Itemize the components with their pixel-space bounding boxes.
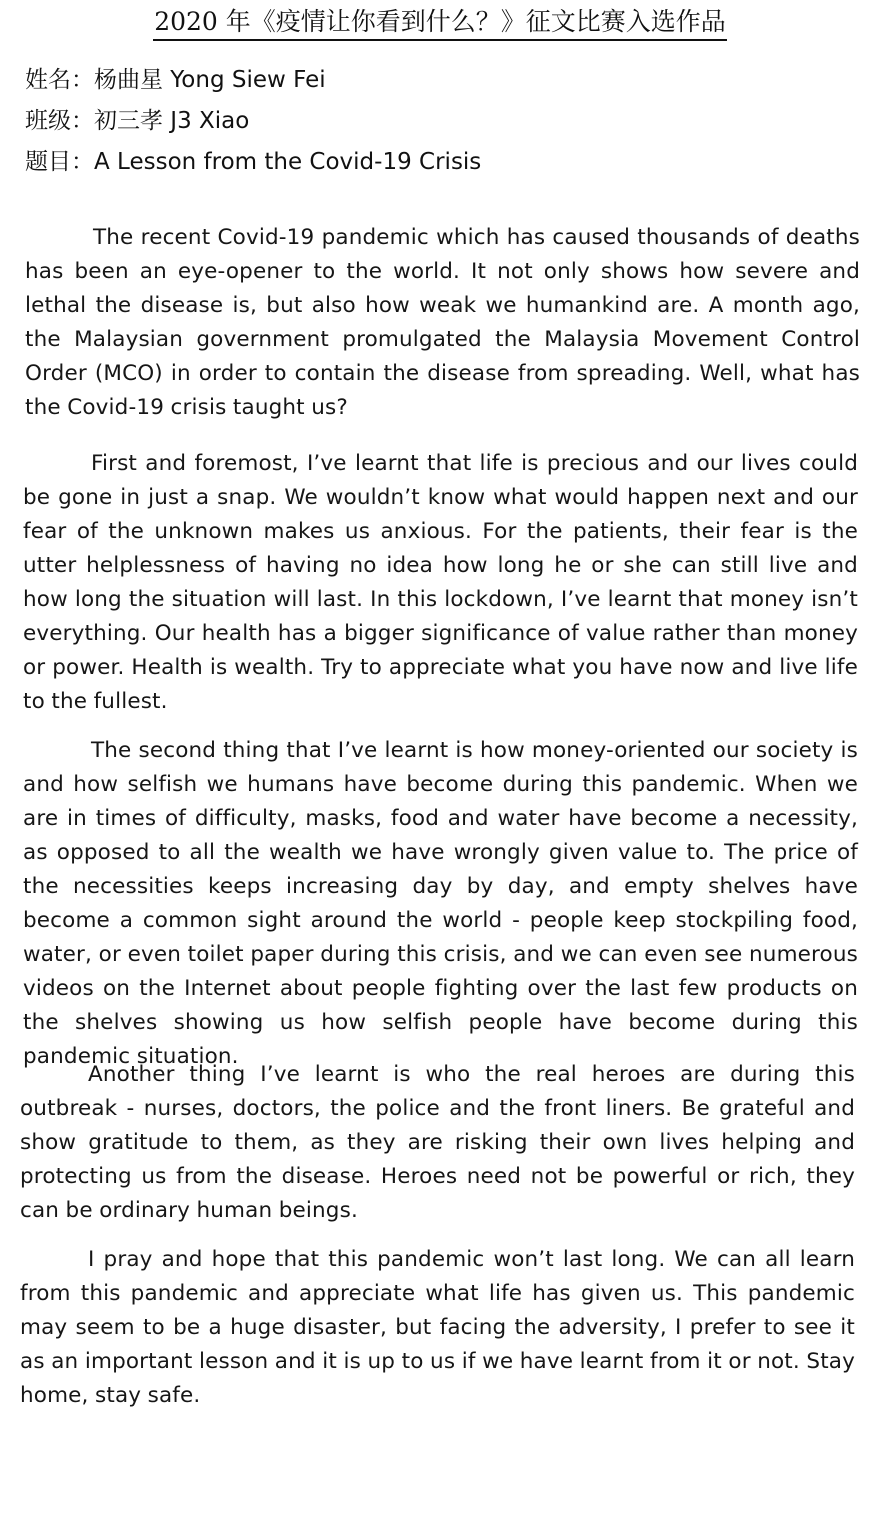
- document-title-text: 2020 年《疫情让你看到什么？》征文比赛入选作品: [153, 5, 727, 41]
- paragraph-4-text: Another thing I’ve learnt is who the real heroes are during this outbreak - nurses, doctors, the police and the front liners. Be grateful and show gratitude to them, as they are risking their own lives helping and protecting us from the disease. Heroes need not be powerful or rich, they can be ordinary human beings.: [20, 1062, 855, 1223]
- essay-paragraph-2: [23, 447, 858, 719]
- name-value: 杨曲星 Yong Siew Fei: [94, 67, 326, 93]
- name-label: 姓名：: [25, 67, 94, 93]
- essay-paragraph-4: [20, 1058, 855, 1228]
- document-title: [0, 2, 880, 42]
- topic-value: A Lesson from the Covid-19 Crisis: [94, 149, 482, 175]
- class-value: 初三孝 J3 Xiao: [94, 108, 250, 134]
- meta-row-class: [25, 101, 865, 142]
- essay-paragraph-1: [25, 221, 860, 425]
- essay-paragraph-5: [20, 1243, 855, 1413]
- paragraph-5-text: I pray and hope that this pandemic won’t last long. We can all learn from this pandemic and appreciate what life has given us. This pandemic may seem to be a huge disaster, but facing the adversity, I prefer to see it as an important lesson and it is up to us if we have learnt from it or not. Stay home, stay safe.: [20, 1247, 855, 1408]
- paragraph-1-text: The recent Covid-19 pandemic which has caused thousands of deaths has been an eye-opener to the world. It not only shows how severe and lethal the disease is, but also how weak we humankind are. A month ago, the Malaysian government promulgated the Malaysia Movement Control Order (MCO) in order to contain the disease from spreading. Well, what has the Covid-19 crisis taught us?: [25, 225, 860, 420]
- topic-label: 题目：: [25, 149, 94, 175]
- paragraph-2-text: First and foremost, I’ve learnt that life is precious and our lives could be gone in just a snap. We wouldn’t know what would happen next and our fear of the unknown makes us anxious. For the patients, their fear is the utter helplessness of having no idea how long he or she can still live and how long the situation will last. In this lockdown, I’ve learnt that money isn’t everything. Our health has a bigger significance of value rather than money or power. Health is wealth. Try to appreciate what you have now and live life to the fullest.: [23, 451, 858, 714]
- author-info: [25, 60, 865, 183]
- meta-row-name: [25, 60, 865, 101]
- meta-row-topic: [25, 142, 865, 183]
- paragraph-3-text: The second thing that I’ve learnt is how money-oriented our society is and how selfish we humans have become during this pandemic. When we are in times of difficulty, masks, food and water have become a necessity, as opposed to all the wealth we have wrongly given value to. The price of the necessities keeps increasing day by day, and empty shelves have become a common sight around the world - people keep stockpiling food, water, or even toilet paper during this crisis, and we can even see numerous videos on the Internet about people fighting over the last few products on the shelves showing us how selfish people have become during this pandemic situation.: [23, 738, 858, 1069]
- class-label: 班级：: [25, 108, 94, 134]
- essay-paragraph-3: [23, 734, 858, 1074]
